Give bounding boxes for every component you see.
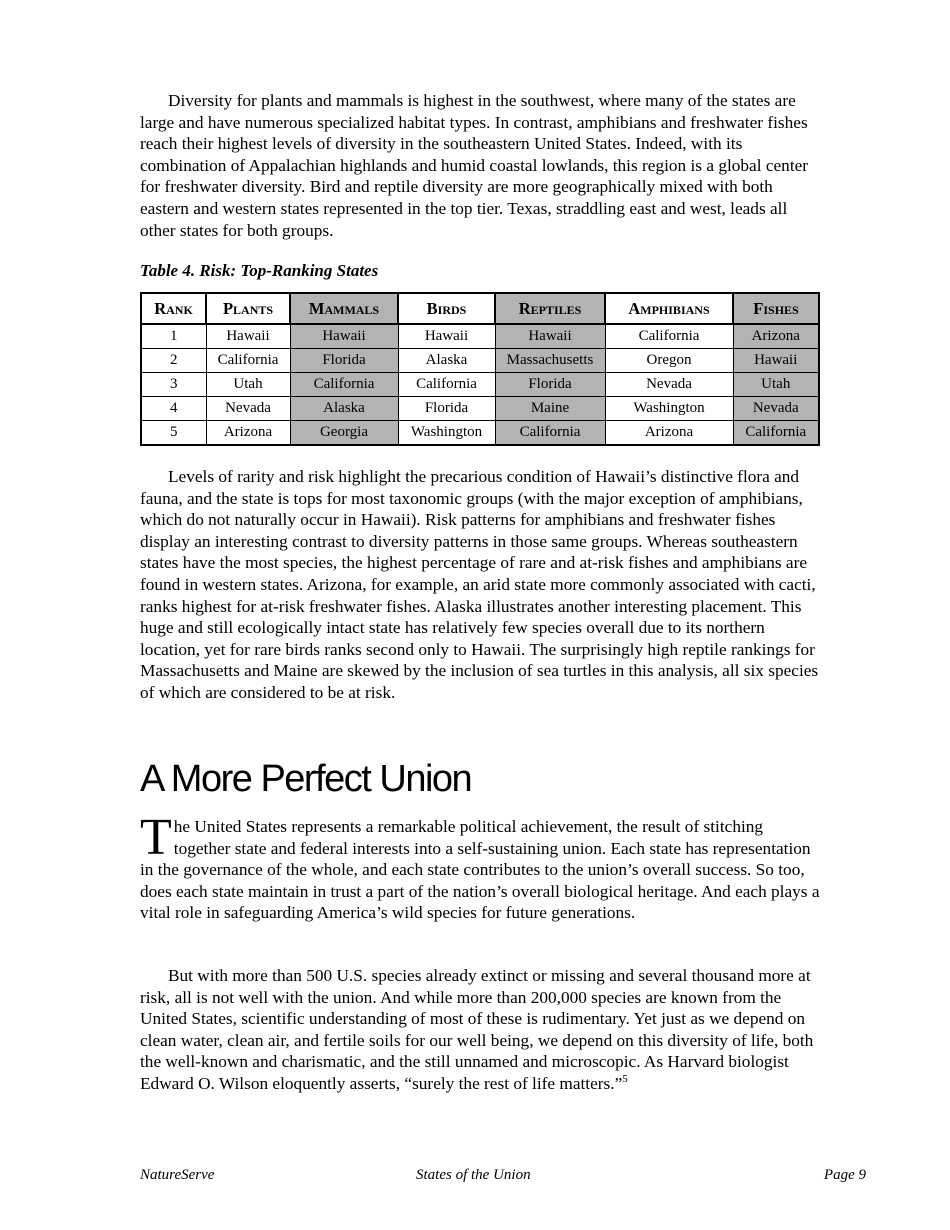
table-row — [141, 397, 819, 421]
body-paragraph: Levels of rarity and risk highlight the precarious condition of Hawaii’s distinctive flora and fauna, and the state is tops for most taxonomic groups (with the major exception of amphibians, which do not naturally occur in Hawaii). Risk patterns for amphibians and freshwater fishes display an interesting contrast to diversity patterns in those same groups. Whereas southeastern states have the most species, the highest percentage of rare and at-risk fishes and amphibians are found in western states. Arizona, for example, an arid state more commonly associated with cacti, ranks highest for at-risk freshwater fishes. Alaska illustrates another interesting placement. This huge and still ecologically intact state has relatively few species overall due to its northern location, yet for rare birds ranks second only to Hawaii. The surprisingly high reptile rankings for Massachusetts and Maine are skewed by the inclusion of sea turtles in this analysis, all six species of which are considered to be at risk. — [140, 467, 819, 702]
reptiles-cell: Florida — [495, 373, 605, 397]
table-row — [141, 373, 819, 397]
birds-cell: Hawaii — [398, 324, 495, 349]
body-paragraph-text: But with more than 500 U.S. species already extinct or missing and several thousand more at risk, all is not well with the union. And while more than 200,000 species are known from the United States, scientific understanding of most of these is rudimentary. Yet just as we depend on clean water, clean air, and fertile soils for our well being, we depend on this diversity of life, both the well-known and charismatic, and the still unnamed and microscopic. As Harvard biologist Edward O. Wilson eloquently asserts, “surely the rest of life matters.” — [140, 966, 814, 1093]
amphibians-cell: Washington — [605, 397, 733, 421]
footer-title: States of the Union — [416, 1167, 531, 1183]
rank-cell: 2 — [141, 349, 206, 373]
column-header-plants: Plants — [206, 293, 290, 324]
intro-paragraph — [140, 809, 820, 924]
reptiles-cell: Massachusetts — [495, 349, 605, 373]
rank-cell: 4 — [141, 397, 206, 421]
risk-table — [140, 292, 820, 446]
rank-cell: 1 — [141, 324, 206, 349]
mammals-cell: Alaska — [290, 397, 398, 421]
mammals-cell: California — [290, 373, 398, 397]
body-paragraph: Diversity for plants and mammals is highest in the southwest, where many of the states are large and have numerous specialized habitat types. In contrast, amphibians and freshwater fishes reach their highest levels of diversity in the southeastern United States. Indeed, with its combination of Appalachian highlands and humid coastal lowlands, this region is a global center for freshwater diversity. Bird and reptile diversity are more geographically mixed with both eastern and western states represented in the top tier. Texas, straddling east and west, leads all other states for both groups. — [140, 91, 809, 240]
table-row — [141, 349, 819, 373]
table-row — [141, 324, 819, 349]
reptiles-cell: Maine — [495, 397, 605, 421]
fishes-cell: Utah — [733, 373, 819, 397]
birds-cell: Florida — [398, 397, 495, 421]
table-header-row — [141, 293, 819, 324]
rank-cell: 3 — [141, 373, 206, 397]
column-header-reptiles: Reptiles — [495, 293, 605, 324]
birds-cell: California — [398, 373, 495, 397]
amphibians-cell: Nevada — [605, 373, 733, 397]
plants-cell: Hawaii — [206, 324, 290, 349]
column-header-amphibians: Amphibians — [605, 293, 733, 324]
column-header-mammals: Mammals — [290, 293, 398, 324]
amphibians-cell: Oregon — [605, 349, 733, 373]
mammals-cell: Florida — [290, 349, 398, 373]
mammals-cell: Georgia — [290, 421, 398, 446]
section-heading: A More Perfect Union — [140, 758, 472, 800]
reptiles-cell: California — [495, 421, 605, 446]
fishes-cell: Nevada — [733, 397, 819, 421]
fishes-cell: Hawaii — [733, 349, 819, 373]
intro-paragraph-text: he United States represents a remarkable political achievement, the result of stitching together state and federal interests into a self-sustaining union. Each state has representation in the governance of the whole, and each state contributes to the union’s overall success. So too, does each state maintain in trust a part of the nation’s overall biological heritage. And each plays a vital role in safeguarding America’s wild species for future generations. — [140, 817, 820, 923]
footnote-reference: 5 — [622, 1073, 628, 1086]
birds-cell: Washington — [398, 421, 495, 446]
table-caption: Table 4. Risk: Top-Ranking States — [140, 261, 379, 280]
footer-page-number: Page 9 — [823, 1167, 866, 1183]
mammals-cell: Hawaii — [290, 324, 398, 349]
table-row — [141, 421, 819, 446]
fishes-cell: Arizona — [733, 324, 819, 349]
amphibians-cell: Arizona — [605, 421, 733, 446]
amphibians-cell: California — [605, 324, 733, 349]
column-header-rank: Rank — [141, 293, 206, 324]
fishes-cell: California — [733, 421, 819, 446]
body-paragraph — [140, 965, 820, 1095]
plants-cell: Arizona — [206, 421, 290, 446]
column-header-fishes: Fishes — [733, 293, 819, 324]
column-header-birds: Birds — [398, 293, 495, 324]
birds-cell: Alaska — [398, 349, 495, 373]
rank-cell: 5 — [141, 421, 206, 446]
plants-cell: Nevada — [206, 397, 290, 421]
plants-cell: Utah — [206, 373, 290, 397]
reptiles-cell: Hawaii — [495, 324, 605, 349]
footer-publisher: NatureServe — [140, 1167, 215, 1183]
plants-cell: California — [206, 349, 290, 373]
drop-cap: T — [140, 809, 172, 866]
